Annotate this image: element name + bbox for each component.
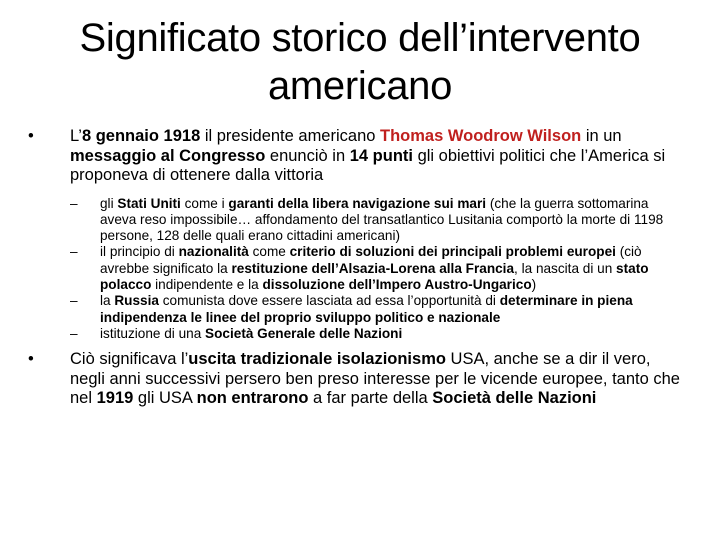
text-run: il principio di — [100, 244, 179, 260]
text-run-bold: stato polacco — [100, 260, 649, 292]
text-run-bold: 14 punti — [349, 146, 413, 165]
bullet-isolationism — [28, 350, 688, 409]
text-run: gli USA — [133, 389, 197, 408]
text-run: enunciò in — [265, 146, 350, 165]
slide-content — [28, 127, 688, 409]
text-run-bold: uscita tradizionale isolazionismo — [188, 350, 446, 369]
text-run: USA, anche se a dir il vero, negli anni successivi persero ben preso interesse per le vicende europee, tanto che nel — [70, 350, 680, 408]
dash-icon: – — [70, 244, 78, 260]
text-run-bold: Stati Uniti — [117, 195, 181, 211]
sub-bullet-russia — [70, 293, 688, 326]
text-run-bold: Società delle Nazioni — [432, 389, 597, 408]
text-run: in un — [581, 127, 622, 145]
text-run: istituzione di una — [100, 325, 206, 341]
text-run: Ciò significava l’ — [70, 350, 189, 369]
text-run-bold: Società Generale delle Nazioni — [205, 325, 403, 341]
dash-icon: – — [70, 195, 78, 211]
text-run: come i — [180, 195, 229, 211]
text-run: (ciò avrebbe significato la — [100, 244, 642, 276]
text-run: il presidente americano — [200, 127, 381, 145]
text-run-bold: 1919 — [96, 389, 134, 408]
text-run: come — [248, 244, 290, 260]
text-run: , la nascita di un — [514, 260, 617, 276]
text-run-bold: nazionalità — [178, 244, 249, 260]
text-run-bold: non entrarono — [196, 389, 309, 408]
sub-bullet-nationality — [70, 244, 688, 293]
title-line-2: americano — [267, 64, 453, 108]
sub-bullet-navigation — [70, 196, 688, 245]
title-line-1: Significato storico dell’intervento — [79, 16, 641, 60]
text-run: gli — [100, 195, 118, 211]
sub-bullet-list — [70, 196, 688, 343]
bullet-icon: • — [28, 127, 34, 145]
text-run: (che la guerra sottomarina aveva reso impossibile… affondamento del transatlantico Lusitania comportò la morte di 1198 persone, 128 delle quali erano cittadini americani) — [100, 195, 664, 244]
text-run-bold: garanti della libera navigazione sui mari — [228, 195, 487, 211]
text-run-highlight: Thomas Woodrow Wilson — [380, 127, 582, 145]
text-run: la — [100, 293, 115, 309]
text-run-bold: Russia — [114, 293, 159, 309]
text-run: ) — [531, 276, 537, 292]
text-run-bold: messaggio al Congresso — [70, 146, 266, 165]
sub-bullet-league — [70, 326, 688, 342]
text-run-bold: criterio di soluzioni dei principali problemi europei — [289, 244, 616, 260]
dash-icon: – — [70, 325, 78, 341]
text-run: gli obiettivi politici che l’America si proponeva di ottenere dalla vittoria — [70, 146, 666, 184]
text-run-bold: dissoluzione dell’Impero Austro-Ungarico — [262, 276, 532, 292]
text-run: comunista dove essere lasciata ad essa l’opportunità di — [158, 293, 500, 309]
text-run-bold: restituzione dell’Alsazia-Lorena alla Francia — [231, 260, 515, 276]
text-run: indipendente e la — [151, 276, 263, 292]
text-run: a far parte della — [308, 389, 433, 408]
text-run-bold: determinare in piena indipendenza le linee del proprio sviluppo politico e nazionale — [100, 293, 633, 325]
bullet-wilson-message — [28, 127, 688, 186]
dash-icon: – — [70, 293, 78, 309]
slide-title — [40, 14, 680, 110]
bullet-icon: • — [28, 350, 34, 369]
text-run: L’ — [70, 127, 82, 145]
text-run-bold: 8 gennaio 1918 — [81, 127, 201, 145]
